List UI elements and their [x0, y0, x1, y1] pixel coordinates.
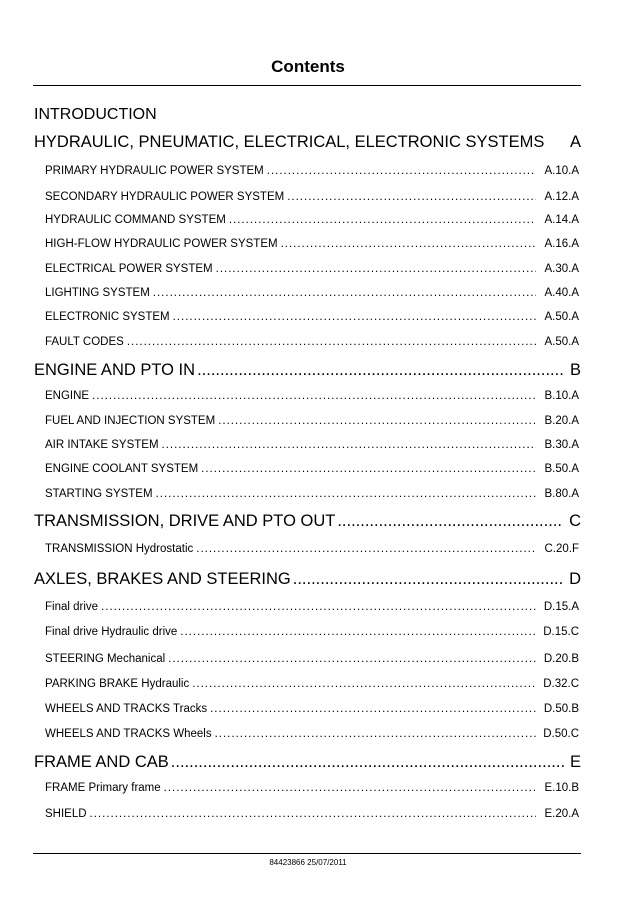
entry-title: FAULT CODES — [45, 336, 124, 348]
entry-title: PARKING BRAKE Hydraulic — [45, 678, 190, 690]
toc-entry[interactable] — [45, 287, 579, 299]
section-heading-c[interactable] — [34, 512, 581, 531]
toc-entry[interactable] — [45, 439, 579, 451]
dot-leader — [196, 543, 536, 555]
dot-leader — [90, 808, 536, 820]
dot-leader — [153, 287, 536, 299]
entry-title: ELECTRICAL POWER SYSTEM — [45, 263, 213, 275]
toc-entry[interactable] — [45, 808, 579, 820]
toc-entry[interactable] — [45, 782, 579, 794]
entry-title: SHIELD — [45, 808, 87, 820]
entry-code: D.20.B — [543, 653, 579, 665]
section-title: TRANSMISSION, DRIVE AND PTO OUT — [34, 512, 336, 530]
entry-code: B.10.A — [544, 390, 579, 402]
page-title: Contents — [271, 57, 345, 76]
dot-leader — [173, 311, 536, 323]
entry-title: LIGHTING SYSTEM — [45, 287, 150, 299]
section-heading-b[interactable] — [34, 361, 581, 380]
toc-entry[interactable] — [45, 463, 579, 475]
dot-leader — [162, 439, 536, 451]
entry-code: D.15.C — [543, 626, 579, 638]
dot-leader — [168, 653, 536, 665]
section-letter: D — [569, 570, 581, 588]
toc-entry[interactable] — [45, 336, 579, 348]
dot-leader — [156, 488, 536, 500]
top-rule — [33, 85, 581, 86]
toc-entry[interactable] — [45, 601, 579, 613]
entry-code: A.12.A — [544, 191, 579, 203]
entry-code: D.50.B — [543, 703, 579, 715]
entry-title: WHEELS AND TRACKS Wheels — [45, 728, 212, 740]
dot-leader — [216, 263, 536, 275]
entry-code: B.50.A — [544, 463, 579, 475]
entry-title: STEERING Mechanical — [45, 653, 166, 665]
section-title: AXLES, BRAKES AND STEERING — [34, 570, 291, 588]
toc-entry[interactable] — [45, 728, 579, 740]
entry-code: A.16.A — [544, 238, 579, 250]
entry-code: E.10.B — [544, 782, 579, 794]
entry-title: FUEL AND INJECTION SYSTEM — [45, 415, 216, 427]
entry-title: STARTING SYSTEM — [45, 488, 153, 500]
entry-code: C.20.F — [544, 543, 579, 555]
entry-code: A.50.A — [544, 336, 579, 348]
dot-leader — [293, 570, 563, 589]
toc-entry[interactable] — [45, 626, 579, 638]
entry-title: AIR INTAKE SYSTEM — [45, 439, 159, 451]
dot-leader — [171, 753, 564, 772]
dot-leader — [127, 336, 536, 348]
bottom-rule — [33, 853, 581, 854]
toc-entry[interactable] — [45, 214, 579, 226]
page-footer: 84423866 25/07/2011 — [269, 858, 347, 867]
entry-code: D.50.C — [543, 728, 579, 740]
section-letter: A — [569, 133, 581, 151]
entry-title: SECONDARY HYDRAULIC POWER SYSTEM — [45, 191, 285, 203]
dot-leader — [215, 728, 536, 740]
entry-code: A.30.A — [544, 263, 579, 275]
dot-leader — [201, 463, 536, 475]
entry-title: TRANSMISSION Hydrostatic — [45, 543, 194, 555]
entry-title: WHEELS AND TRACKS Tracks — [45, 703, 208, 715]
entry-code: A.50.A — [544, 311, 579, 323]
toc-entry[interactable] — [45, 390, 579, 402]
entry-title: HIGH-FLOW HYDRAULIC POWER SYSTEM — [45, 238, 278, 250]
entry-code: B.30.A — [544, 439, 579, 451]
entry-code: B.20.A — [544, 415, 579, 427]
dot-leader — [180, 626, 536, 638]
section-title: ENGINE AND PTO IN — [34, 361, 196, 379]
section-letter: B — [569, 361, 581, 379]
introduction-heading[interactable]: INTRODUCTION — [34, 106, 157, 123]
entry-title: Final drive — [45, 601, 99, 613]
dot-leader — [192, 678, 536, 690]
entry-title: ENGINE COOLANT SYSTEM — [45, 463, 199, 475]
entry-code: D.15.A — [543, 601, 579, 613]
section-heading-d[interactable] — [34, 570, 581, 589]
entry-code: A.10.A — [544, 165, 579, 177]
section-title: FRAME AND CAB — [34, 753, 169, 771]
section-title: HYDRAULIC, PNEUMATIC, ELECTRICAL, ELECTRONIC SYSTEMS — [34, 133, 545, 151]
section-letter: E — [569, 753, 581, 771]
dot-leader — [210, 703, 536, 715]
entry-code: A.14.A — [544, 214, 579, 226]
dot-leader — [287, 191, 536, 203]
dot-leader — [164, 782, 536, 794]
dot-leader — [92, 390, 536, 402]
entry-title: ENGINE — [45, 390, 90, 402]
entry-title: Final drive Hydraulic drive — [45, 626, 178, 638]
entry-title: PRIMARY HYDRAULIC POWER SYSTEM — [45, 165, 264, 177]
toc-entry[interactable] — [45, 165, 579, 177]
dot-leader — [101, 601, 536, 613]
dot-leader — [218, 415, 536, 427]
toc-entry[interactable] — [45, 543, 579, 555]
entry-code: E.20.A — [544, 808, 579, 820]
entry-code: D.32.C — [543, 678, 579, 690]
toc-entry[interactable] — [45, 653, 579, 665]
toc-entry[interactable] — [45, 703, 579, 715]
toc-entry[interactable] — [45, 488, 579, 500]
section-heading-e[interactable] — [34, 753, 581, 772]
section-heading-a[interactable] — [34, 133, 581, 152]
toc-entry[interactable] — [45, 263, 579, 275]
toc-entry[interactable] — [45, 238, 579, 250]
entry-title: FRAME Primary frame — [45, 782, 161, 794]
dot-leader — [337, 512, 563, 531]
dot-leader — [229, 214, 536, 226]
toc-entry[interactable] — [45, 311, 579, 323]
entry-code: B.80.A — [544, 488, 579, 500]
toc-entry[interactable] — [45, 678, 579, 690]
entry-title: ELECTRONIC SYSTEM — [45, 311, 170, 323]
section-letter: C — [569, 512, 581, 530]
toc-entry[interactable] — [45, 415, 579, 427]
toc-entry[interactable] — [45, 191, 579, 203]
dot-leader — [281, 238, 536, 250]
dot-leader — [267, 165, 536, 177]
dot-leader — [197, 361, 564, 380]
entry-code: A.40.A — [544, 287, 579, 299]
entry-title: HYDRAULIC COMMAND SYSTEM — [45, 214, 226, 226]
